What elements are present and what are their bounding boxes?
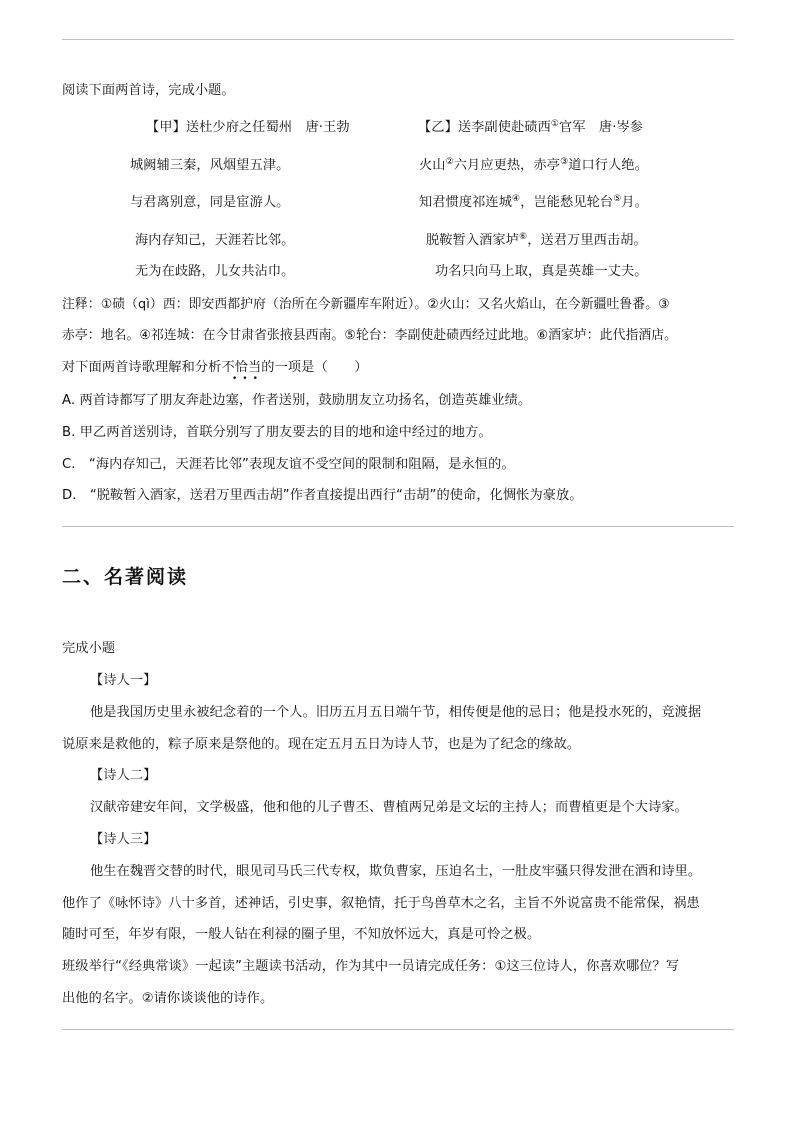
emphasis-dots: ••• <box>232 374 263 384</box>
poem-b-line-3: 脱鞍暂入酒家垆⑥，送君万里西击胡。 <box>426 232 647 248</box>
poet3-text-1: 他生在魏晋交替的时代，眼见司马氏三代专权，欺负曹家，压迫名士，一肚皮牢骚只得发泄在酒和诗里。 <box>90 864 702 879</box>
option-d: D. “脱鞍暂入酒家，送君万里西击胡”作者直接提出西行“击胡”的使命，化惆怅为豪放。 <box>62 488 583 503</box>
poem-b-title: 【乙】送李副使赴碛西①官军 唐·岑参 <box>418 119 644 135</box>
poet2-label: 【诗人二】 <box>90 768 157 783</box>
option-c: C. “海内存知己，天涯若比邻”表现友谊不受空间的限制和阻隔，是永恒的。 <box>62 457 515 472</box>
task-text-2: 出他的名字。②请你谈谈他的诗作。 <box>62 991 274 1006</box>
poet1-label: 【诗人一】 <box>90 673 157 688</box>
poet2-text-1: 汉献帝建安年间，文学极盛，他和他的儿子曹丕、曹植两兄弟是文坛的主持人；而曹植更是个大诗家。 <box>90 800 688 815</box>
task-intro: 完成小题 <box>62 641 116 656</box>
notes-line-2: 赤亭：地名。④祁连城：在今甘肃省张掖县西南。⑤轮台：李副使赴碛西经过此地。⑥酒家垆：此代指酒店。 <box>62 328 678 343</box>
poem-b-line-1: 火山②六月应更热，赤亭③道口行人绝。 <box>419 157 648 173</box>
poet1-text-2: 说原来是救他的，粽子原来是祭他的。现在定五月五日为诗人节，也是为了纪念的缘故。 <box>62 737 581 752</box>
section-heading: 二、名著阅读 <box>62 566 189 588</box>
top-divider <box>62 39 734 40</box>
poem-a-line-3: 海内存知己，天涯若比邻。 <box>135 233 295 248</box>
reading-intro: 阅读下面两首诗，完成小题。 <box>62 83 235 98</box>
option-b: B. 甲乙两首送别诗，首联分别写了朋友要去的目的地和途中经过的地方。 <box>62 425 492 440</box>
poem-a-line-2: 与君离别意，同是宦游人。 <box>130 195 290 210</box>
poet3-label: 【诗人三】 <box>90 832 157 847</box>
poem-a-title: 【甲】送杜少府之任蜀州 唐·王勃 <box>146 120 350 135</box>
notes-line-1: 注释：①碛（qì）西：即安西都护府（治所在今新疆库车附近）。②火山：又名火焰山，在今新疆吐鲁番。③ <box>62 297 670 312</box>
poet3-text-3: 随时可至，年岁有限，一般人钻在利禄的圈子里，不知放怀远大，真是可怜之极。 <box>62 927 541 942</box>
poem-a-line-1: 城阙辅三秦，风烟望五津。 <box>130 158 290 173</box>
poem-b-line-4: 功名只向马上取，真是英雄一丈夫。 <box>435 264 648 279</box>
task-text-1: 班级举行“《经典常谈》一起读”主题读书活动，作为其中一员请完成任务：①这三位诗人，你喜欢哪位？写 <box>62 959 680 974</box>
poet1-text-1: 他是我国历史里永被纪念着的一个人。旧历五月五日端午节，相传便是他的忌日；他是投水死的，竞渡据 <box>90 705 702 720</box>
question-stem: 对下面两首诗歌理解和分析不恰当的一项是（ ） <box>62 360 368 375</box>
poem-b-line-2: 知君惯度祁连城④，岂能愁见轮台⑤月。 <box>419 194 648 210</box>
bottom-divider <box>62 1029 734 1030</box>
poem-a-line-4: 无为在歧路，儿女共沾巾。 <box>135 264 295 279</box>
section-divider <box>62 526 734 527</box>
poet3-text-2: 他作了《咏怀诗》八十多首，述神话，引史事，叙艳情，托于鸟兽草木之名，主旨不外说富贵不能常保，祸患 <box>62 896 700 911</box>
option-a: A. 两首诗都写了朋友奔赴边塞，作者送别，鼓励朋友立功扬名，创造英雄业绩。 <box>62 393 532 408</box>
